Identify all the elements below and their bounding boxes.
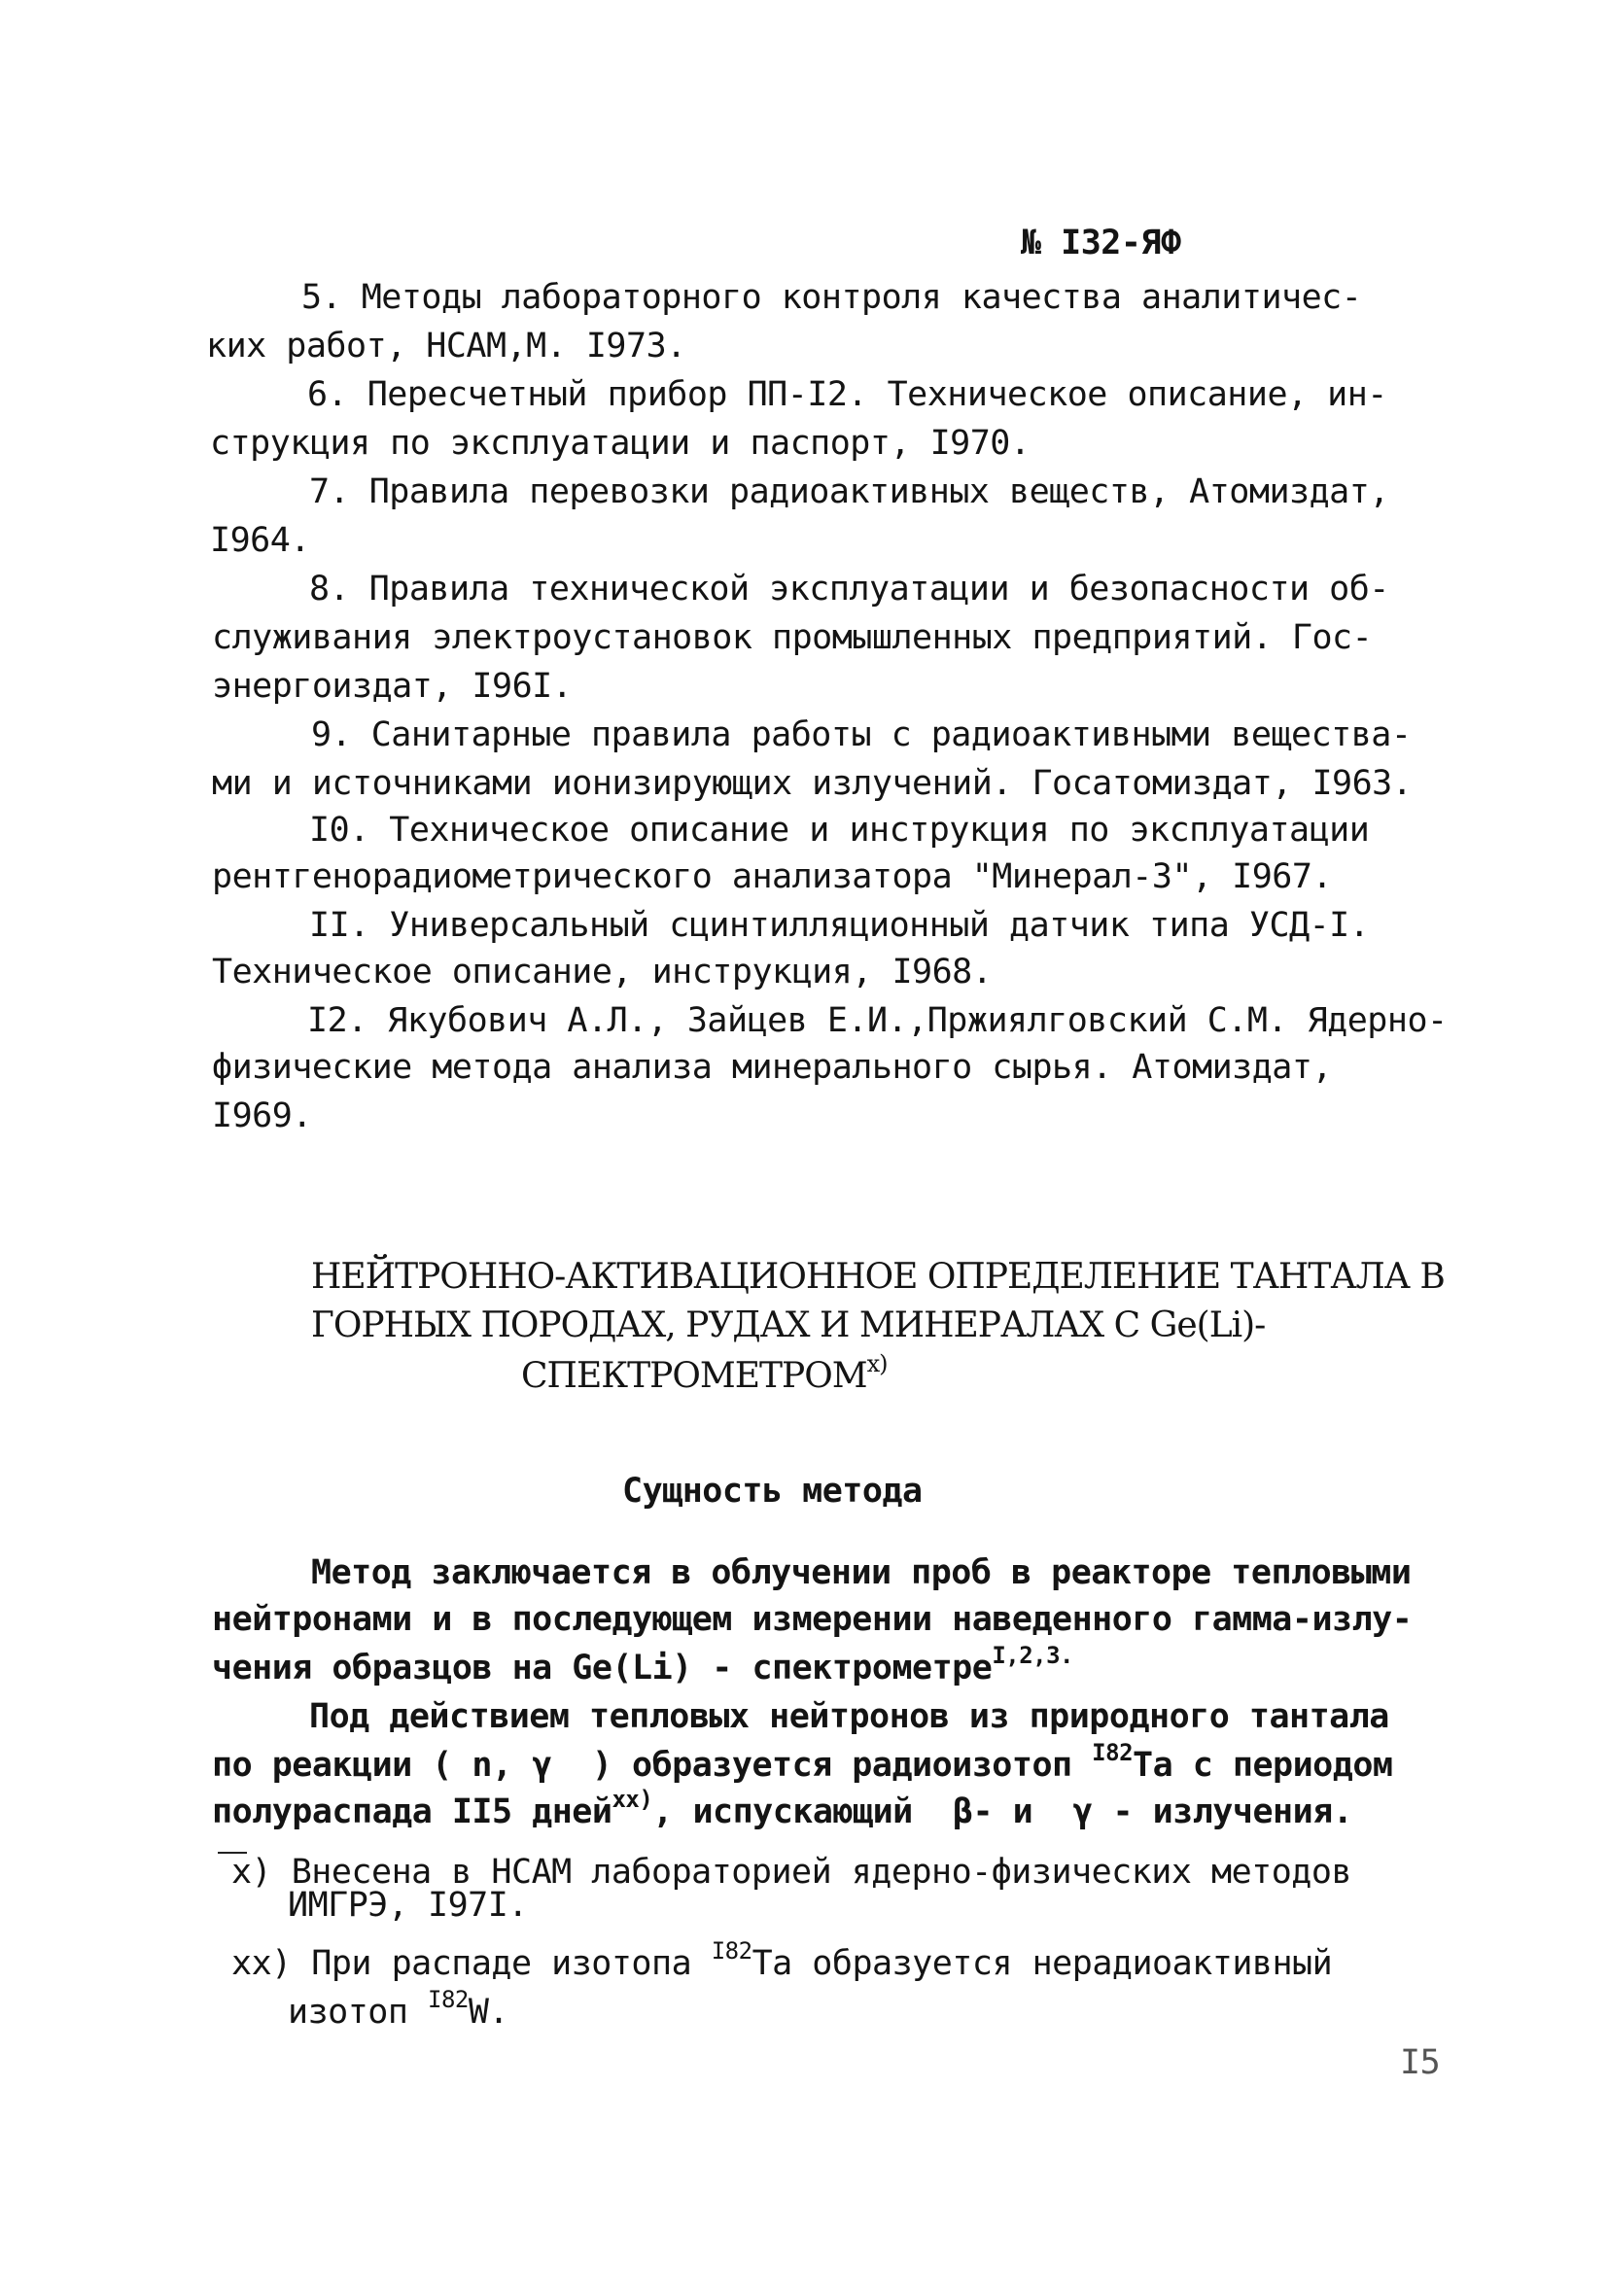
reference-8-line-2: служивания электроустановок промышленных предприятий. Гос- xyxy=(212,618,1373,657)
isotope-mass-number: I82 xyxy=(1092,1739,1134,1766)
title-line-3-text: СПЕКТРОМЕТРОМ xyxy=(521,1356,867,1396)
footnote-1-line-2: ИМГРЭ, I97I. xyxy=(288,1886,528,1925)
reference-11-line-1: II. Универсальный сцинтилляционный датчик типа УСД-I. xyxy=(309,906,1370,945)
paragraph-2-line-3 xyxy=(212,1786,1353,1835)
reference-9-line-1: 9. Санитарные правила работы с радиоактивными вещества- xyxy=(311,715,1412,754)
footnote-mark-xx: xx) xyxy=(612,1786,653,1813)
reference-12-line-3: I969. xyxy=(212,1096,312,1135)
title-line-1: НЕЙТРОННО-АКТИВАЦИОННОЕ ОПРЕДЕЛЕНИЕ ТАНТАЛА В xyxy=(311,1257,1445,1297)
citation-refs: I,2,3. xyxy=(992,1642,1074,1669)
paragraph-2-line-2-text-b: Ta с периодом xyxy=(1133,1746,1393,1785)
footnote-2-line-2-text-b: W. xyxy=(468,1993,509,2032)
reference-8-line-3: энергоиздат, I96I. xyxy=(212,667,573,706)
title-footnote-mark: x) xyxy=(866,1350,888,1377)
paragraph-2-line-3-text-a: полураспада II5 дней xyxy=(212,1792,612,1831)
reference-7-line-2: I964. xyxy=(210,521,310,560)
footnote-2-line-2-isotope-mass: I82 xyxy=(428,1986,469,2013)
paragraph-2-line-3-text-b: , испускающий β- и γ - излучения. xyxy=(652,1792,1353,1831)
reference-8-line-1: 8. Правила технической эксплуатации и безопасности об- xyxy=(309,570,1389,609)
reference-12-line-1: I2. Якубович А.Л., Зайцев Е.И.,Пржиялговский С.М. Ядерно- xyxy=(307,1001,1448,1040)
footnote-2-isotope-mass: I82 xyxy=(711,1937,752,1965)
title-line-3 xyxy=(521,1350,888,1400)
paragraph-2-line-2 xyxy=(212,1739,1393,1789)
footnote-2-line-1-text-a: xx) При распаде изотопа xyxy=(231,1944,712,1983)
footnote-2-line-1-text-b: Ta образуется нерадиоактивный xyxy=(752,1944,1333,1983)
reference-6-line-1: 6. Пересчетный прибор ПП-I2. Техническое описание, ин- xyxy=(307,375,1387,414)
reference-6-line-2: струкция по эксплуатации и паспорт, I970. xyxy=(210,424,1031,463)
reference-10-line-1: I0. Техническое описание и инструкция по эксплуатации xyxy=(309,811,1370,850)
paragraph-2-line-1: Под действием тепловых нейтронов из природного тантала xyxy=(309,1697,1389,1736)
footnote-2-line-2 xyxy=(288,1986,509,2035)
title-line-2: ГОРНЫХ ПОРОДАХ, РУДАХ И МИНЕРАЛАХ С Ge(Li)- xyxy=(311,1305,1266,1345)
reference-7-line-1: 7. Правила перевозки радиоактивных веществ, Атомиздат, xyxy=(309,472,1389,511)
section-heading: Сущность метода xyxy=(622,1472,923,1511)
paragraph-1-line-1: Метод заключается в облучении проб в реакторе тепловыми xyxy=(311,1553,1412,1592)
reference-11-line-2: Техническое описание, инструкция, I968. xyxy=(212,953,993,991)
reference-9-line-2: ми и источниками ионизирующих излучений. Госатомиздат, I963. xyxy=(212,764,1413,803)
footnote-1-line-1: x) Внесена в НСАМ лабораторией ядерно-физических методов xyxy=(231,1853,1352,1892)
reference-12-line-2: физические метода анализа минерального сырья. Атомиздат, xyxy=(212,1048,1333,1087)
reference-10-line-2: рентгенорадиометрического анализатора "Минерал-3", I967. xyxy=(212,857,1333,896)
paragraph-1-line-3 xyxy=(212,1642,1074,1691)
paragraph-2-line-2-text-a: по реакции ( n, γ ) образуется радиоизотоп xyxy=(212,1746,1093,1785)
page-number: I5 xyxy=(1400,2043,1441,2082)
footnote-2-line-2-text-a: изотоп xyxy=(288,1993,429,2032)
paragraph-1-line-3-text: чения образцов на Ge(Li) - спектрометре xyxy=(212,1649,993,1687)
paragraph-1-line-2: нейтронами и в последующем измерении наведенного гамма-излу- xyxy=(212,1600,1413,1639)
reference-5-line-1: 5. Методы лабораторного контроля качества аналитичес- xyxy=(301,278,1362,317)
footnote-2-line-1 xyxy=(231,1937,1333,1987)
document-number: № I32-ЯФ xyxy=(1021,224,1181,262)
reference-5-line-2: ких работ, НСАМ,М. I973. xyxy=(206,327,686,365)
